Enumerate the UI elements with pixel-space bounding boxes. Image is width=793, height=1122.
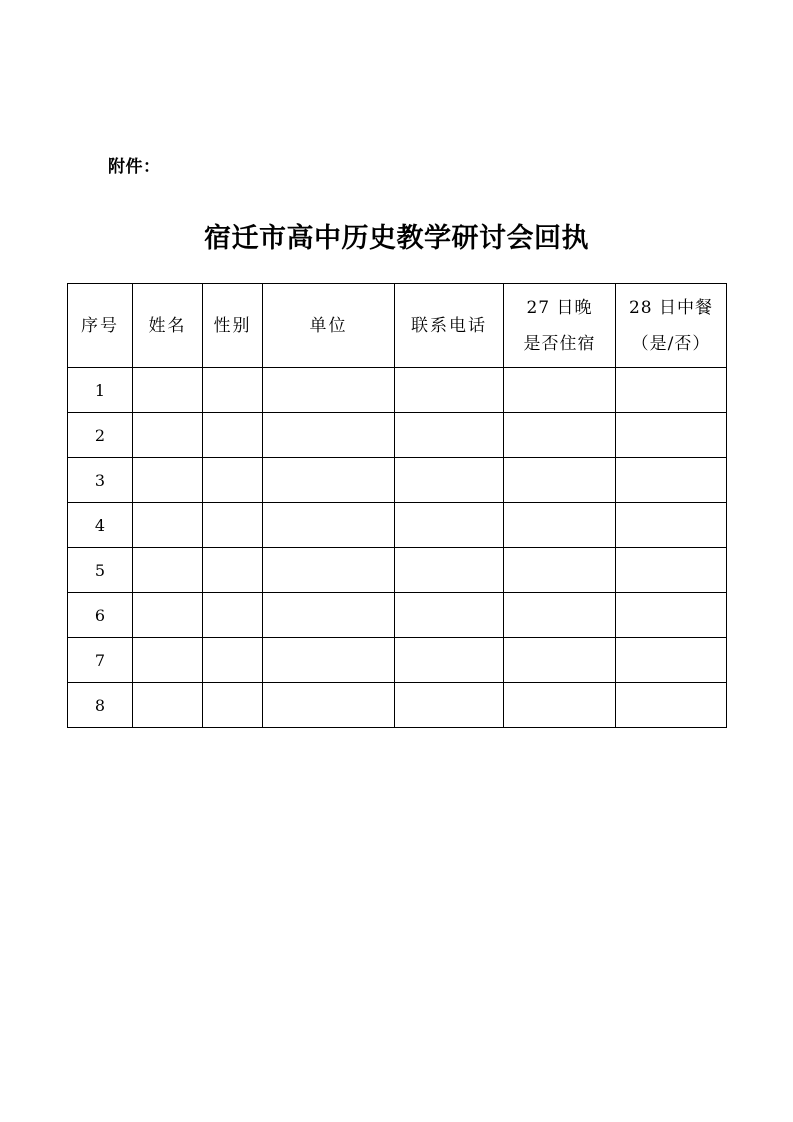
- cell-phone: [395, 548, 504, 593]
- cell-lunch: [616, 683, 727, 728]
- cell-seq: 7: [68, 638, 133, 683]
- cell-unit: [263, 458, 395, 503]
- cell-seq: 5: [68, 548, 133, 593]
- cell-stay: [504, 413, 616, 458]
- cell-unit: [263, 683, 395, 728]
- table-row: [68, 368, 727, 413]
- cell-seq: 8: [68, 683, 133, 728]
- cell-phone: [395, 503, 504, 548]
- header-row: [68, 284, 727, 368]
- table-row: [68, 638, 727, 683]
- table-row: [68, 458, 727, 503]
- attachment-label: 附件：: [108, 157, 161, 177]
- cell-lunch: [616, 368, 727, 413]
- cell-name: [133, 413, 203, 458]
- cell-phone: [395, 638, 504, 683]
- cell-lunch: [616, 593, 727, 638]
- cell-gender: [203, 458, 263, 503]
- cell-stay: [504, 548, 616, 593]
- cell-lunch: [616, 503, 727, 548]
- cell-seq: 4: [68, 503, 133, 548]
- cell-phone: [395, 593, 504, 638]
- cell-unit: [263, 413, 395, 458]
- table-row: [68, 683, 727, 728]
- cell-name: [133, 368, 203, 413]
- table-row: [68, 593, 727, 638]
- cell-lunch: [616, 413, 727, 458]
- cell-stay: [504, 368, 616, 413]
- cell-stay: [504, 458, 616, 503]
- cell-gender: [203, 593, 263, 638]
- cell-unit: [263, 593, 395, 638]
- cell-lunch: [616, 458, 727, 503]
- cell-unit: [263, 638, 395, 683]
- cell-gender: [203, 638, 263, 683]
- header-lunch-line2: （是/否）: [631, 333, 711, 354]
- table-row: [68, 503, 727, 548]
- document-title: 宿迁市高中历史教学研讨会回执: [204, 223, 589, 254]
- cell-stay: [504, 638, 616, 683]
- cell-lunch: [616, 638, 727, 683]
- cell-stay: [504, 593, 616, 638]
- cell-seq: 1: [68, 368, 133, 413]
- cell-seq: 2: [68, 413, 133, 458]
- cell-name: [133, 593, 203, 638]
- cell-name: [133, 683, 203, 728]
- cell-name: [133, 458, 203, 503]
- header-seq: 序号: [68, 284, 133, 368]
- header-stay-line2: 是否住宿: [523, 333, 596, 354]
- cell-gender: [203, 548, 263, 593]
- cell-stay: [504, 503, 616, 548]
- header-phone: 联系电话: [395, 284, 504, 368]
- header-lunch-line1: 28 日中餐: [628, 297, 714, 318]
- cell-name: [133, 548, 203, 593]
- cell-unit: [263, 503, 395, 548]
- cell-gender: [203, 368, 263, 413]
- table-row: [68, 413, 727, 458]
- cell-name: [133, 503, 203, 548]
- cell-unit: [263, 548, 395, 593]
- header-unit: 单位: [263, 284, 395, 368]
- header-stay-line1: 27 日晚: [526, 297, 593, 318]
- cell-gender: [203, 413, 263, 458]
- cell-stay: [504, 683, 616, 728]
- cell-phone: [395, 413, 504, 458]
- cell-phone: [395, 683, 504, 728]
- header-lunch: [616, 284, 727, 368]
- table-row: [68, 548, 727, 593]
- header-gender: 性别: [203, 284, 263, 368]
- cell-gender: [203, 503, 263, 548]
- header-stay: [504, 284, 616, 368]
- cell-unit: [263, 368, 395, 413]
- cell-lunch: [616, 548, 727, 593]
- cell-gender: [203, 683, 263, 728]
- receipt-table: [67, 283, 727, 728]
- cell-name: [133, 638, 203, 683]
- cell-phone: [395, 368, 504, 413]
- header-name: 姓名: [133, 284, 203, 368]
- cell-seq: 6: [68, 593, 133, 638]
- cell-phone: [395, 458, 504, 503]
- cell-seq: 3: [68, 458, 133, 503]
